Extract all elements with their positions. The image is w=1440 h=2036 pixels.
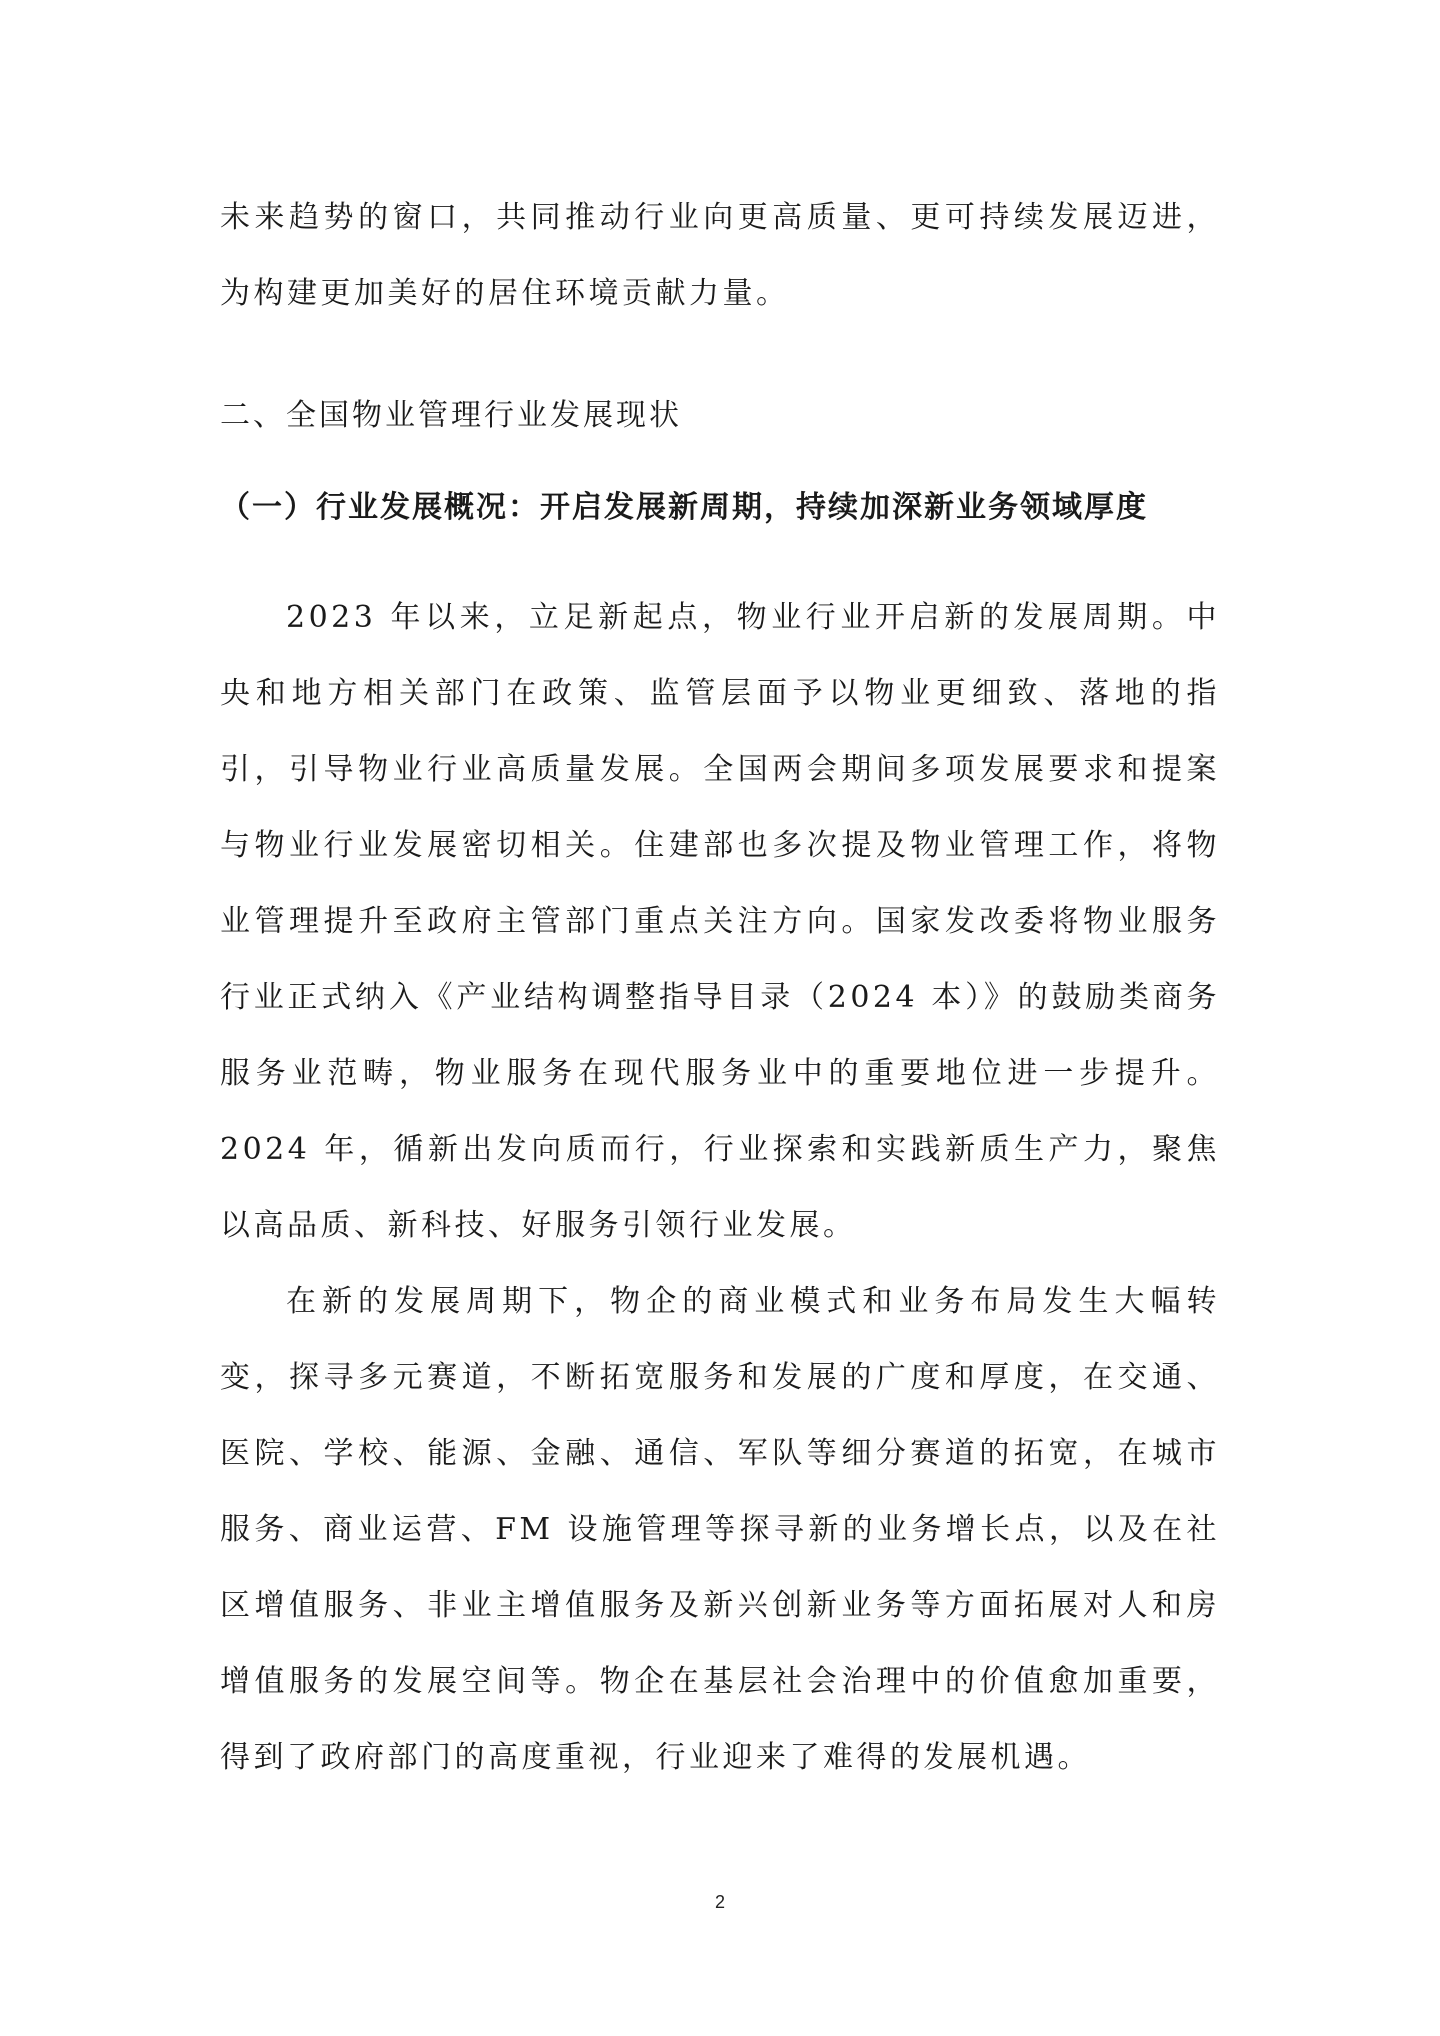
subsection-heading: （一）行业发展概况：开启发展新周期，持续加深新业务领域厚度: [220, 490, 1148, 525]
body-paragraph-2: 在新的发展周期下，物企的商业模式和业务布局发生大幅转变，探寻多元赛道，不断拓宽服务和发展的广度和厚度，在交通、医院、学校、能源、金融、通信、军队等细分赛道的拓宽，在城市服务、商业运营、FM 设施管理等探寻新的业务增长点，以及在社区增值服务、非业主增值服务及新兴创新业务等方面拓展对人和房增值服务的发展空间等。物企在基层社会治理中的价值愈加重要，得到了政府部门的高度重视，行业迎来了难得的发展机遇。: [220, 1284, 1220, 1775]
body-paragraph-1: 2023 年以来，立足新起点，物业行业开启新的发展周期。中央和地方相关部门在政策、监管层面予以物业更细致、落地的指引，引导物业行业高质量发展。全国两会期间多项发展要求和提案与物业行业发展密切相关。住建部也多次提及物业管理工作，将物业管理提升至政府主管部门重点关注方向。国家发改委将物业服务行业正式纳入《产业结构调整指导目录（2024 本）》的鼓励类商务服务业范畴，物业服务在现代服务业中的重要地位进一步提升。2024 年，循新出发向质而行，行业探索和实践新质生产力，聚焦以高品质、新科技、好服务引领行业发展。: [220, 600, 1220, 1243]
section-heading: 二、全国物业管理行业发展现状: [220, 398, 682, 433]
page-number: 2: [714, 1892, 725, 1912]
continuation-paragraph: 未来趋势的窗口，共同推动行业向更高质量、更可持续发展迈进，为构建更加美好的居住环境贡献力量。: [220, 200, 1220, 311]
page-content: [220, 180, 1220, 1796]
